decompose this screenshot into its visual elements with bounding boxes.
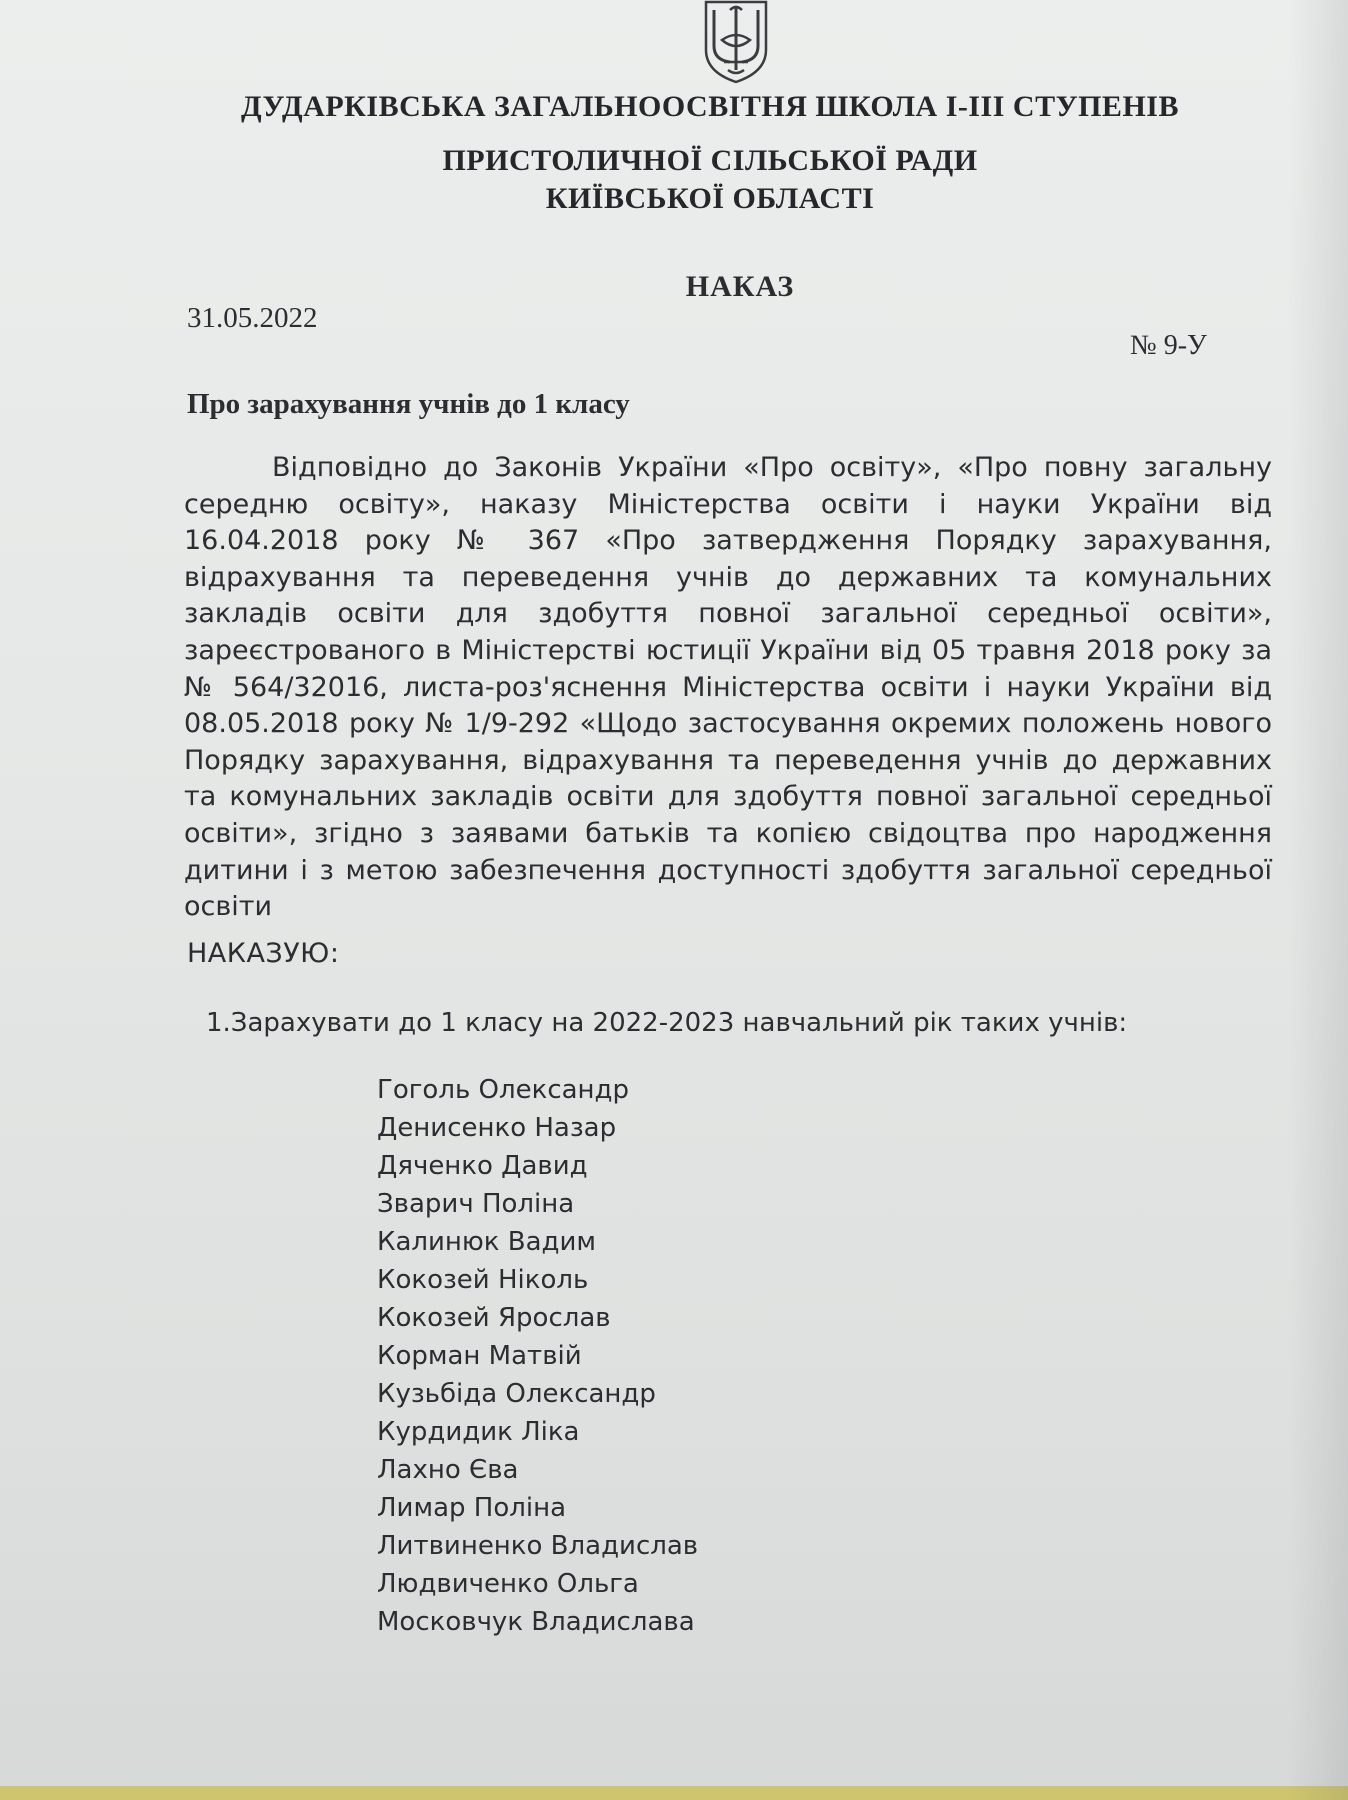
list-item: Курдидик Ліка (377, 1417, 580, 1447)
list-item: Кокозей Ярослав (377, 1303, 611, 1333)
list-item: Кокозей Ніколь (377, 1265, 589, 1295)
page-bottom-edge (0, 1786, 1348, 1800)
list-item: Лахно Єва (377, 1455, 519, 1485)
list-item: Кузьбіда Олександр (377, 1379, 656, 1409)
organization-line-1: ДУДАРКІВСЬКА ЗАГАЛЬНООСВІТНЯ ШКОЛА І-ІІІ СТУПЕНІВ (241, 90, 1179, 123)
organization-line-2: ПРИСТОЛИЧНОЇ СІЛЬСЬКОЇ РАДИ (442, 144, 978, 177)
list-item: Московчук Владислава (377, 1607, 695, 1637)
list-item: Дяченко Давид (377, 1151, 588, 1181)
list-item: Зварич Поліна (377, 1189, 575, 1219)
list-item: Людвиченко Ольга (377, 1569, 639, 1599)
list-item: Калинюк Вадим (377, 1227, 597, 1257)
document-type: НАКАЗ (685, 270, 795, 303)
document-number: № 9-У (1130, 330, 1207, 361)
order-word: НАКАЗУЮ: (187, 938, 340, 969)
list-item: Корман Матвій (377, 1341, 582, 1371)
list-item: Лимар Поліна (377, 1493, 566, 1523)
document-subject: Про зарахування учнів до 1 класу (187, 388, 630, 420)
list-item: Литвиненко Владислав (377, 1531, 699, 1561)
order-item-1: 1.Зарахувати до 1 класу на 2022-2023 навчальний рік таких учнів: (206, 1008, 1128, 1038)
list-item: Денисенко Назар (377, 1113, 617, 1143)
preamble-paragraph: Відповідно до Законів України «Про освіту», «Про повну загальну середню освіту», наказу Міністерства освіти і науки України від 16.04.2018 року № 367 «Про затвердження Порядку зарахування, відрахування та переведення учнів до державних та комунальних закладів освіти для здобуття повної загальної середньої освіти», зареєстрованого в Міністерстві юстиції України від 05 травня 2018 року за № 564/32016, листа-роз'яснення Міністерства освіти і науки України від 08.05.2018 року № 1/9-292 «Щодо застосування окремих положень нового Порядку зарахування, відрахування та переведення учнів до державних та комунальних закладів освіти для здобуття повної загальної середньої освіти», згідно з заявами батьків та копією свідоцтва про народження дитини і з метою забезпечення доступності здобуття загальної середньої освіти (184, 452, 1272, 923)
list-item: Гоголь Олександр (377, 1075, 630, 1105)
trident-coat-of-arms-icon (700, 0, 772, 84)
document-date: 31.05.2022 (187, 302, 318, 334)
student-list (377, 1071, 698, 1641)
organization-line-3: КИЇВСЬКОЇ ОБЛАСТІ (545, 182, 875, 215)
